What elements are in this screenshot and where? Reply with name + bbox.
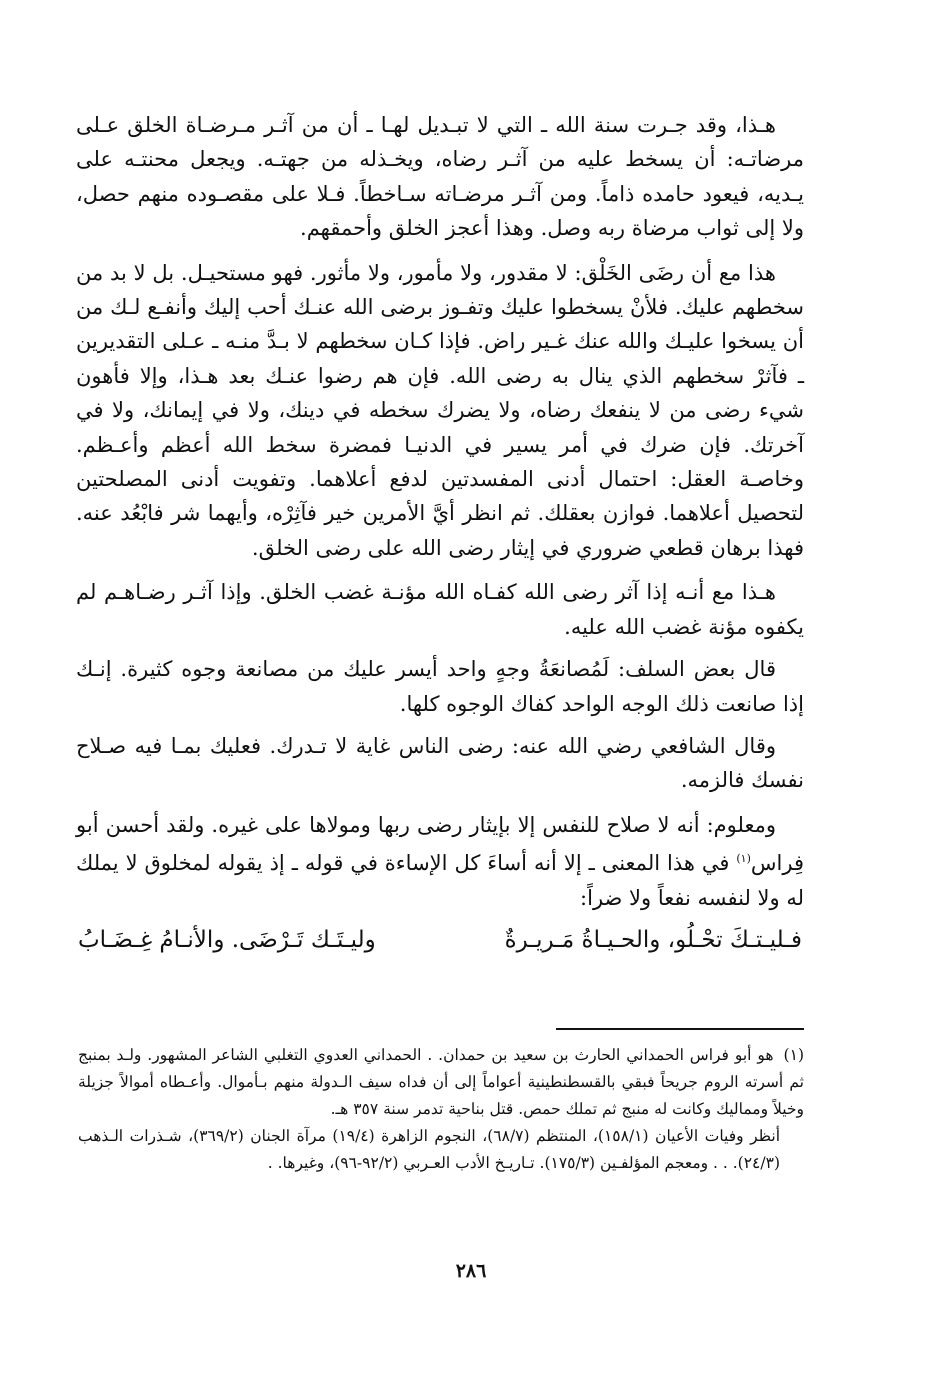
paragraph-6 bbox=[76, 808, 804, 915]
paragraph-3: هـذا مع أنـه إذا آثر رضى الله كفـاه الله مؤنـة غضب الخلق. وإذا آثـر رضـاهـم لم يكفوه مؤنة غضب الله عليه. bbox=[76, 580, 804, 639]
main-text bbox=[76, 108, 804, 957]
verse-first-hemistich: فـليـتـكَ تحْـلُو، والحـيـاةُ مَـريـرةٌ bbox=[504, 926, 802, 953]
footnote-reference[interactable]: (١) bbox=[736, 852, 751, 866]
paragraph-6-text-end: في هذا المعنى ـ إلا أنه أساءَ كل الإساءة في قوله ـ إذ يقوله لمخلوق لا يملك له ولا لنفسه نفعاً ولا ضراً: bbox=[76, 851, 804, 910]
paragraph-4: قال بعض السلف: لَمُصانعَةُ وجهٍ واحد أيسر عليك من مصانعة وجوه كثيرة. إنـك إذا صانعت ذلك الوجه الواحد كفاك الوجوه كلها. bbox=[76, 657, 804, 716]
paragraph-2: هذا مع أن رضَى الخَلْق: لا مقدور، ولا مأمور، ولا مأثور. فهو مستحيـل. بل لا بد من سخطهم عليك. فلأنْ يسخطوا عليك وتفـوز برضى الله عنـك أحب إليك وأنفـع لـك من أن يسخوا عليـك والله عنك غـير راض. فإذا كـان سخطهم لا بـدَّ منـه ـ عـلى التقديرين ـ فآثرْ سخطهم الذي ينال به رضى الله. فإن هم رضوا عنـك بعد هـذا، وإلا فأهون شيء رضى من لا ينفعك رضاه، ولا يضرك سخطه في دينك، ولا في إيمانك، ولا في آخرتك. فإن ضرك في أمر يسير في الدنيـا فمضرة سخط الله أعظم وأعـظم. وخاصـة العقل: احتمال أدنى المفسدتين لدفع أعلاهما. وتفويت أدنى المصلحتين لتحصيل أعلاهما. فوازن بعقلك. ثم انظر أيَّ الأمرين خير فآثِرْه، وأيهما شر فابْعُد عنه. فهذا برهان قطعي ضروري في إيثار رضى الله على رضى الخلق. bbox=[76, 260, 804, 560]
paragraph-6-text-start: ومعلوم: أنه لا صلاح للنفس إلا بإيثار رضى ربها ومولاها على غيره. ولقد أحسن أبو فِراس bbox=[76, 812, 804, 876]
footnote-separator bbox=[556, 1028, 804, 1030]
page-number: ٢٨٦ bbox=[455, 1260, 487, 1282]
footnote bbox=[78, 1042, 804, 1177]
verse-second-hemistich: وليـتَـك تَـرْضَى. والأنـامُ غِـضَـابُ bbox=[78, 926, 376, 953]
paragraph-5: وقال الشافعي رضي الله عنه: رضى الناس غاية لا تـدرك. فعليك بمـا فيه صـلاح نفسك فالزمه. bbox=[76, 733, 804, 793]
footnote-sources: أنظر وفيات الأعيان (١٥٨/١)، المنتظم (٦٨/٧)، النجوم الزاهرة (١٩/٤) مرآة الجنان (٣٦٩/٢)، شـذرات الـذهب (٢٤/٣). . . ومعجم المؤلفـين (١٧٥/٣). تـاريـخ الأدب العـربي (٩٢/٢-٩٦)، وغيرها. . bbox=[78, 1127, 781, 1172]
footnote-biography-text: هو أبو فراس الحمداني الحارث بن سعيد بن حمدان. . الحمداني العدوي التغلبي الشاعر المشهور. ولـد بمنبج ثم أسرته الروم جريحاً فبقي بالقسطنطينية أعواماً إلى أن فداه سيف الـدولة منهم بـأموال. وأعـطاه أموالاً جزيلة وخيلاً ومماليك وكانت له منبج ثم تملك حمص. قتل بناحية تدمر سنة ٣٥٧ هـ. bbox=[78, 1046, 804, 1118]
footnote-biography bbox=[78, 1042, 804, 1123]
footnote-number: (١) bbox=[783, 1046, 804, 1064]
poetry-verse bbox=[76, 923, 804, 957]
paragraph-1: هـذا، وقد جـرت سنة الله ـ التي لا تبـديل لهـا ـ أن من آثـر مـرضـاة الخلق عـلى مرضاتـه: أن يسخط عليه من آثـر رضاه، ويخـذله من جهتـه. ويجعل محنتـه على يـديه، فيعود حامده ذاماً. ومن آثـر مرضـاته سـاخطاً. فـلا على مقصـوده منهم حصل، ولا إلى ثواب مرضاة ربه وصل. وهذا أعجز الخلق وأحمقهم. bbox=[76, 113, 804, 241]
